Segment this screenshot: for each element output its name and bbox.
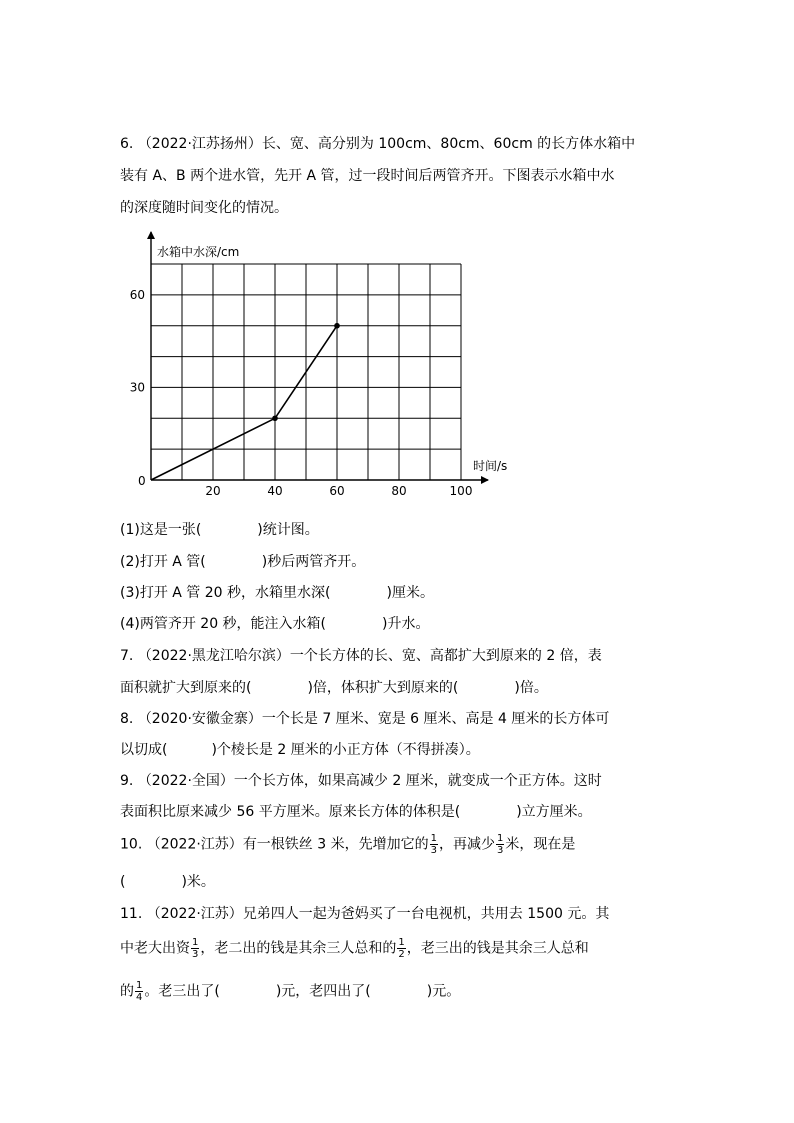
- fraction-one-third: [496, 833, 504, 856]
- q6-sub-3-text-b: )厘米。: [386, 585, 434, 601]
- q9-source: （2022·全国）: [137, 773, 234, 789]
- q10-text-1c: 米，现在是: [505, 836, 576, 853]
- q10-text-2a: (: [120, 874, 126, 890]
- q11-text-3b: 。老三出了(: [144, 983, 220, 1000]
- x-tick-label: 100: [449, 484, 473, 498]
- q8-number: 8.: [120, 711, 134, 727]
- q7-text-1: 一个长方体的长、宽、高都扩大到原来的 2 倍，表: [289, 648, 602, 664]
- q10-line-1: [120, 833, 575, 856]
- q8-line-1: [120, 708, 609, 728]
- q6-sub-4-text-b: )升水。: [382, 616, 430, 632]
- q9-number: 9.: [120, 773, 134, 789]
- q11-line-3: [120, 980, 460, 1003]
- q11-text-2c: ，老三出的钱是其余三人总和: [406, 940, 589, 957]
- q9-text-1: 一个长方体，如果高减少 2 厘米，就变成一个正方体。这时: [233, 773, 602, 789]
- q10-text-1b: ，再减少: [439, 836, 495, 853]
- q6-sub-3: [120, 582, 434, 602]
- q6-source: （2022·江苏扬州）: [137, 136, 262, 152]
- fraction-denominator: 3: [192, 949, 199, 960]
- data-point: [272, 415, 278, 421]
- y-axis-label: 水箱中水深/cm: [157, 245, 240, 259]
- q6-sub-1: [120, 519, 319, 539]
- q10-text-1a: 有一根铁丝 3 米，先增加它的: [242, 836, 429, 853]
- x-tick-label: 80: [391, 484, 407, 498]
- fraction-one-third: [191, 937, 199, 960]
- q11-text-3d: )元。: [426, 983, 461, 1000]
- fraction-numerator: 1: [398, 937, 405, 948]
- q10-number: 10.: [120, 836, 143, 853]
- q7-text-2a: 面积就扩大到原来的(: [120, 680, 252, 696]
- fraction-denominator: 4: [136, 992, 143, 1003]
- q11-line-1: [120, 903, 609, 923]
- q6-sub-4-text-a: (4)两管齐开 20 秒，能注入水箱(: [120, 616, 327, 632]
- q6-sub-4: [120, 613, 429, 633]
- fraction-numerator: 1: [136, 980, 143, 991]
- y-tick-label: 60: [129, 287, 145, 302]
- chart-grid: [151, 264, 461, 480]
- fraction-denominator: 3: [497, 845, 504, 856]
- q7-source: （2022·黑龙江哈尔滨）: [137, 648, 290, 664]
- q11-text-2b: ，老二出的钱是其余三人总和的: [200, 940, 397, 957]
- x-tick-label: 20: [205, 484, 221, 498]
- x-axis-label: 时间/s: [473, 459, 508, 473]
- q10-text-2b: )米。: [181, 874, 215, 890]
- q11-text-2a: 中老大出资: [120, 940, 190, 957]
- fraction-numerator: 1: [192, 937, 199, 948]
- q7-text-2c: )倍。: [514, 680, 548, 696]
- fraction-one-quarter: [135, 980, 143, 1003]
- data-point: [334, 323, 340, 329]
- q8-text-1: 一个长是 7 厘米、宽是 6 厘米、高是 4 厘米的长方体可: [261, 711, 610, 727]
- origin-label: 0: [138, 474, 146, 488]
- q6-number: 6.: [120, 136, 134, 152]
- q8-text-2a: 以切成(: [120, 742, 168, 758]
- y-tick-label: 30: [129, 380, 145, 395]
- q9-text-2b: )立方厘米。: [516, 804, 592, 820]
- q6-line-3: 的深度随时间变化的情况。: [120, 200, 288, 216]
- fraction-numerator: 1: [497, 833, 504, 844]
- fraction-denominator: 2: [398, 949, 405, 960]
- q6-sub-2: [120, 551, 365, 571]
- q9-line-2: [120, 801, 592, 821]
- q10-source: （2022·江苏）: [146, 836, 243, 853]
- fraction-numerator: 1: [430, 833, 437, 844]
- q11-number: 11.: [120, 906, 143, 922]
- q10-line-2: [120, 871, 215, 891]
- q6-sub-1-text-a: (1)这是一张(: [120, 522, 202, 538]
- q6-sub-2-text-b: )秒后两管齐开。: [261, 554, 366, 570]
- q11-text-3c: )元，老四出了(: [275, 983, 371, 1000]
- q8-line-2: [120, 739, 480, 759]
- q7-line-2: [120, 677, 548, 697]
- q6-line-2: 装有 A、B 两个进水管，先开 A 管，过一段时间后两管齐开。下图表示水箱中水: [120, 168, 615, 184]
- q7-line-1: [120, 645, 602, 665]
- q11-text-1: 兄弟四人一起为爸妈买了一台电视机，共用去 1500 元。其: [242, 906, 610, 922]
- q6-text-1: 长、宽、高分别为 100cm、80cm、60cm 的长方体水箱中: [261, 136, 636, 152]
- x-tick-label: 40: [267, 484, 283, 498]
- q7-text-2b: )倍，体积扩大到原来的(: [307, 680, 459, 696]
- series-line: [151, 326, 337, 480]
- q11-text-3a: 的: [120, 983, 134, 1000]
- q8-source: （2020·安徽金寨）: [137, 711, 262, 727]
- q7-number: 7.: [120, 648, 134, 664]
- q6-sub-3-text-a: (3)打开 A 管 20 秒，水箱里水深(: [120, 585, 331, 601]
- fraction-one-half: [397, 937, 405, 960]
- q6-sub-1-text-b: )统计图。: [257, 522, 319, 538]
- q6-line-1: [120, 133, 635, 153]
- q11-source: （2022·江苏）: [146, 906, 243, 922]
- fraction-denominator: 3: [430, 845, 437, 856]
- q9-text-2a: 表面积比原来减少 56 平方厘米。原来长方体的体积是(: [120, 804, 461, 820]
- q6-sub-2-text-a: (2)打开 A 管(: [120, 554, 206, 570]
- q11-line-2: [120, 937, 589, 960]
- q8-text-2b: )个棱长是 2 厘米的小正方体（不得拼凑）。: [211, 742, 480, 758]
- fraction-one-third: [430, 833, 438, 856]
- x-tick-label: 60: [329, 484, 345, 498]
- q9-line-1: [120, 770, 602, 790]
